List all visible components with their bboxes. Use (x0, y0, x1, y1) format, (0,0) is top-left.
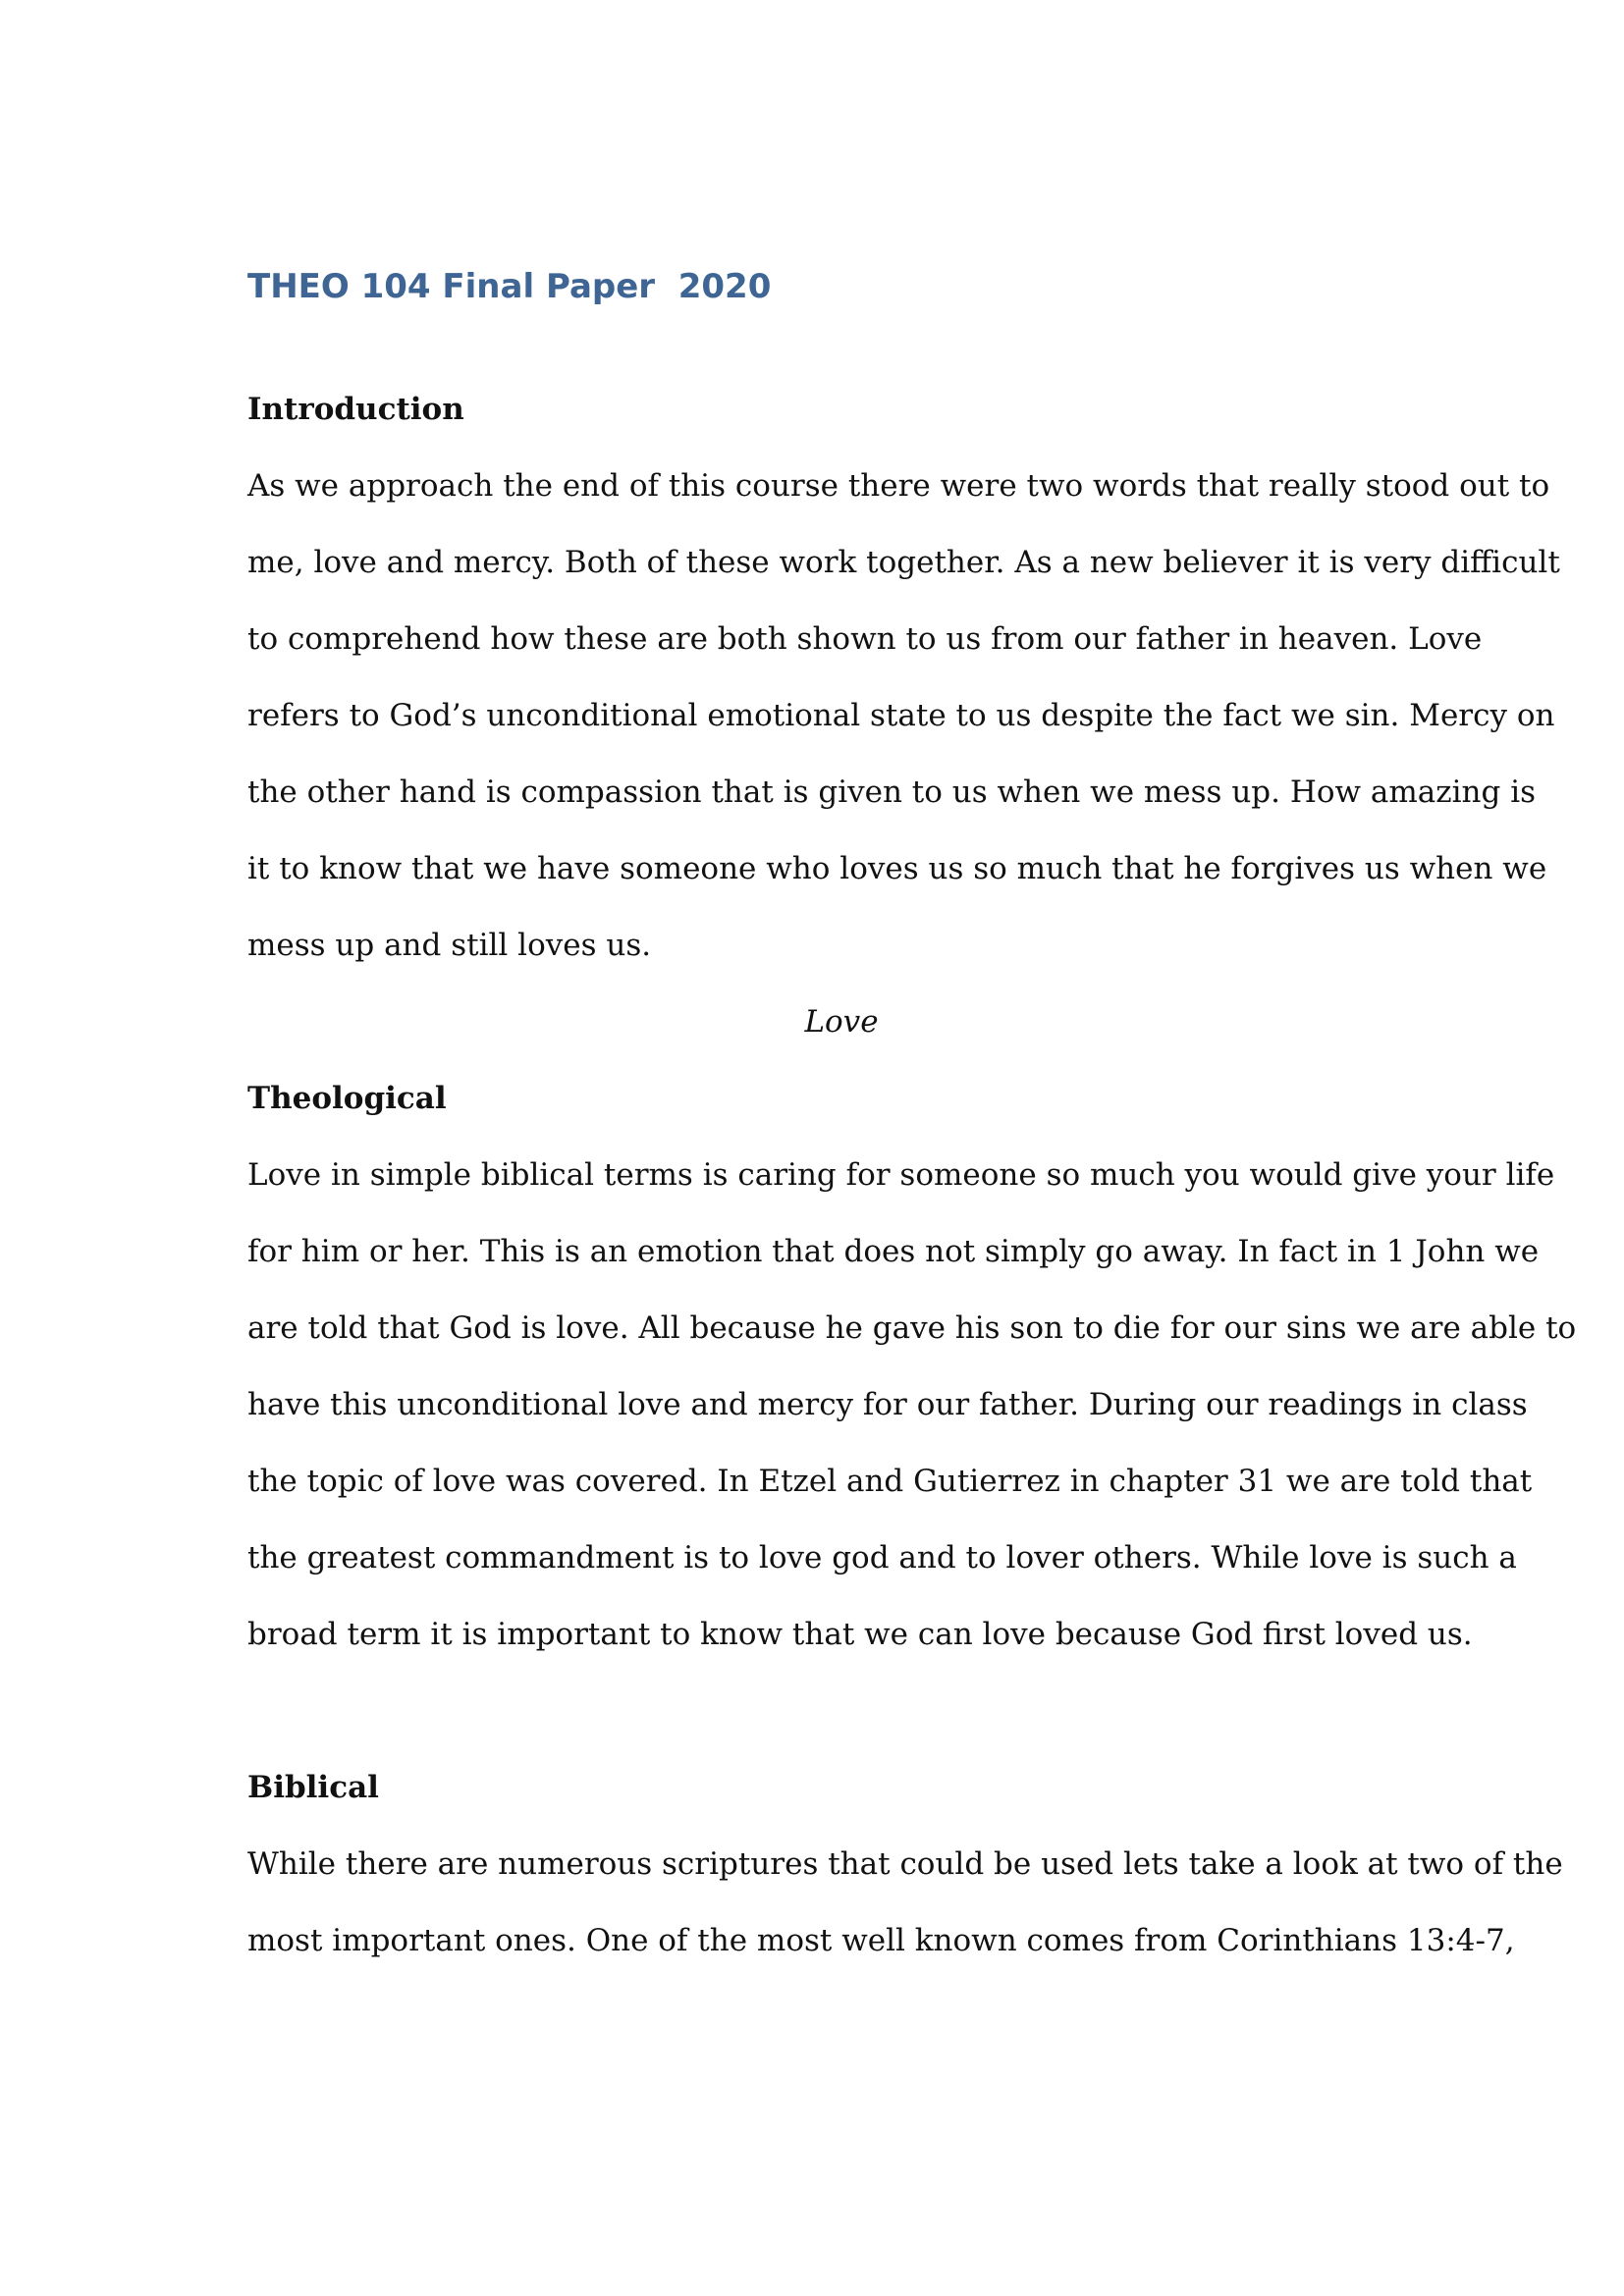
text-line: the other hand is compassion that is given to us when we mess up. How amazing is (247, 774, 1537, 810)
text-line: most important ones. One of the most well known comes from Corinthians 13:4-7, (247, 1923, 1515, 1958)
document-body (247, 257, 1577, 1979)
text-line: While there are numerous scriptures that could be used lets take a look at two of the (247, 1846, 1563, 1882)
text-line: the topic of love was covered. In Etzel and Gutierrez in chapter 31 we are told that (247, 1464, 1533, 1499)
biblical-paragraph (247, 1826, 1563, 1979)
text-line: to comprehend how these are both shown to us from our father in heaven. Love (247, 621, 1483, 657)
theological-heading: Theological (247, 1081, 447, 1116)
biblical-heading: Biblical (247, 1770, 379, 1805)
text-line: for him or her. This is an emotion that does not simply go away. In fact in 1 John we (247, 1234, 1540, 1269)
text-line: mess up and still loves us. (247, 928, 652, 963)
theological-paragraph (247, 1137, 1577, 1673)
love-section-title: Love (804, 1004, 879, 1040)
text-line: me, love and mercy. Both of these work together. As a new believer it is very difficult (247, 545, 1560, 580)
text-line: As we approach the end of this course there were two words that really stood out to (247, 468, 1550, 504)
introduction-paragraph (247, 448, 1560, 984)
text-line: Love in simple biblical terms is caring for someone so much you would give your life (247, 1157, 1555, 1193)
text-line: refers to God’s unconditional emotional state to us despite the fact we sin. Mercy on (247, 698, 1555, 733)
text-line: it to know that we have someone who loves us so much that he forgives us when we (247, 851, 1547, 886)
text-line: have this unconditional love and mercy for our father. During our readings in class (247, 1387, 1528, 1422)
text-line: broad term it is important to know that we can love because God first loved us. (247, 1617, 1473, 1652)
document-title: THEO 104 Final Paper 2020 (247, 267, 772, 306)
blank-line (247, 1673, 1435, 1749)
introduction-heading: Introduction (247, 392, 464, 427)
text-line: are told that God is love. All because he gave his son to die for our sins we are able to (247, 1310, 1577, 1346)
text-line: the greatest commandment is to love god and to lover others. While love is such a (247, 1540, 1517, 1575)
